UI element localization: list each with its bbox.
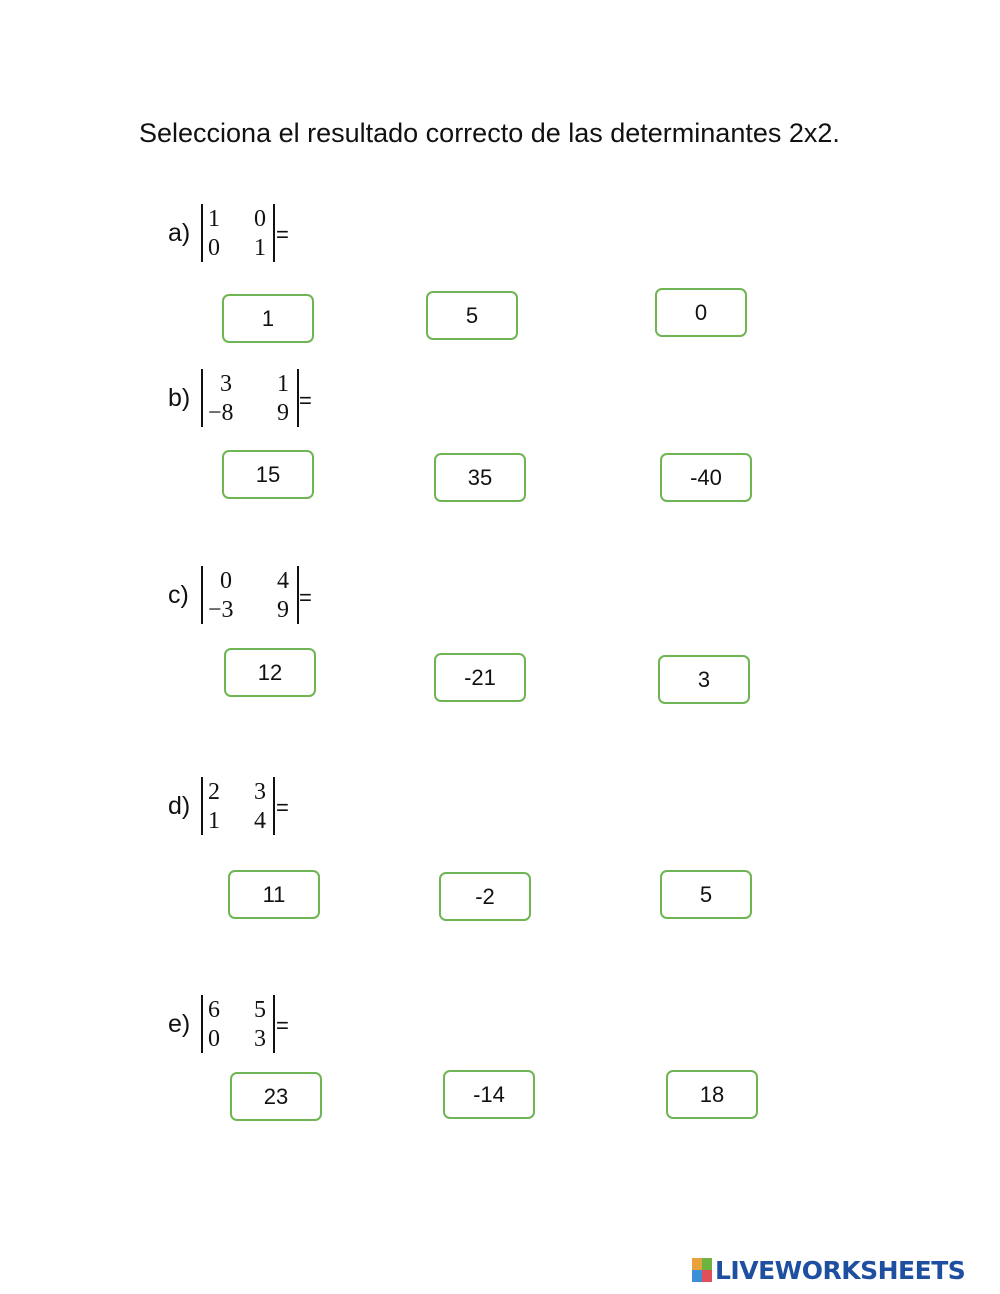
liveworksheets-logo[interactable] [692,1253,965,1287]
question-b-option-3[interactable]: -40 [660,453,752,502]
matrix-cell: 5 [254,997,266,1023]
question-c-option-3[interactable]: 3 [658,655,750,704]
question-d-option-2[interactable]: -2 [439,872,531,921]
equals-sign: = [276,222,289,247]
matrix-cell: 0 [220,568,232,594]
matrix-cell: 0 [208,1026,220,1052]
question-a-option-2[interactable]: 5 [426,291,518,340]
question-e-option-1[interactable]: 23 [230,1072,322,1121]
question-a-label: a) [168,219,191,247]
question-e-option-3[interactable]: 18 [666,1070,758,1119]
matrix-cell: 4 [254,808,266,834]
question-b-label: b) [168,384,191,412]
matrix-cell: 0 [254,206,266,232]
question-d-matrix [201,777,275,835]
liveworksheets-logo-icon [692,1258,712,1282]
matrix-cell: −8 [208,400,234,426]
equals-sign: = [299,388,312,413]
equals-sign: = [299,585,312,610]
question-e-matrix [201,995,275,1053]
equals-sign: = [276,795,289,820]
matrix-cell: 6 [208,997,220,1023]
matrix-cell: 1 [277,371,289,397]
equals-sign: = [276,1013,289,1038]
question-a-option-1[interactable]: 1 [222,294,314,343]
matrix-cell: 9 [277,597,289,623]
brand-name: LIVEWORKSHEETS [715,1255,966,1285]
question-b-option-1[interactable]: 15 [222,450,314,499]
question-d-option-1[interactable]: 11 [228,870,320,919]
question-b-matrix [201,369,299,427]
matrix-cell: 1 [208,808,220,834]
question-d-label: d) [168,792,191,820]
question-d-option-3[interactable]: 5 [660,870,752,919]
matrix-cell: 3 [220,371,232,397]
question-e-option-2[interactable]: -14 [443,1070,535,1119]
matrix-cell: 2 [208,779,220,805]
question-c-option-2[interactable]: -21 [434,653,526,702]
matrix-cell: −3 [208,597,234,623]
question-a-option-3[interactable]: 0 [655,288,747,337]
question-c-label: c) [168,581,189,609]
question-e-label: e) [168,1010,191,1038]
question-a-matrix [201,204,275,262]
matrix-cell: 4 [277,568,289,594]
matrix-cell: 1 [208,206,220,232]
matrix-cell: 1 [254,235,266,261]
question-c-option-1[interactable]: 12 [224,648,316,697]
matrix-cell: 3 [254,779,266,805]
matrix-cell: 3 [254,1026,266,1052]
question-b-option-2[interactable]: 35 [434,453,526,502]
instructions-text: Selecciona el resultado correcto de las determinantes 2x2. [139,118,840,148]
matrix-cell: 9 [277,400,289,426]
question-c-matrix [201,566,299,624]
matrix-cell: 0 [208,235,220,261]
